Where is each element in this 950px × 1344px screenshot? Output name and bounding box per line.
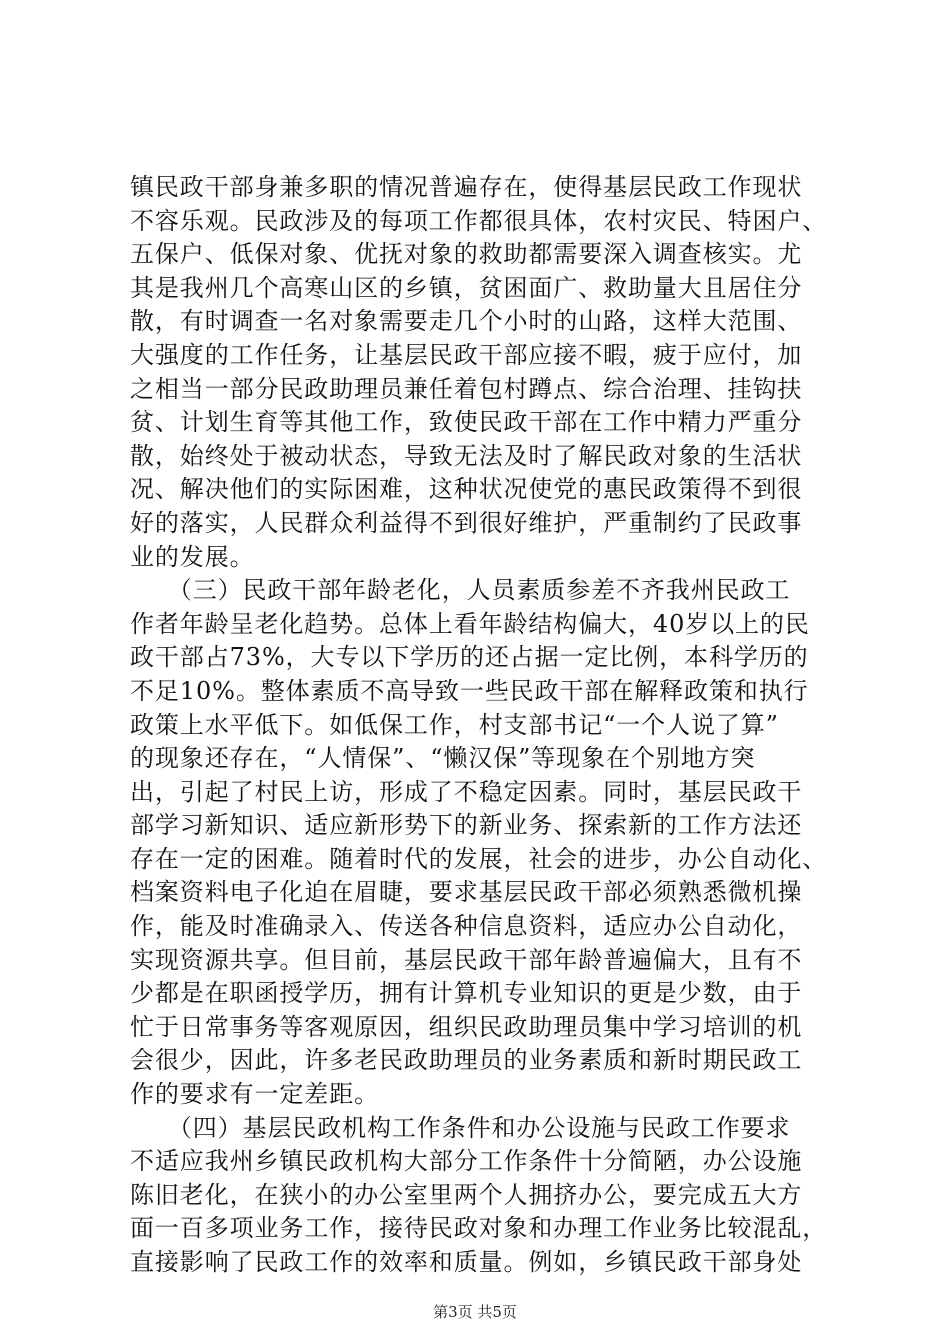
text-line: 直接影响了民政工作的效率和质量。例如，乡镇民政干部身处 bbox=[130, 1248, 803, 1276]
section-heading-line: （四）基层民政机构工作条件和办公设施与民政工作要求 bbox=[130, 1113, 791, 1142]
page-number-label: 第3页 共5页 bbox=[433, 1303, 517, 1321]
text-line: 政策上水平低下。如低保工作，村支部书记“一个人说了算” bbox=[130, 710, 779, 739]
text-line: 五保户、低保对象、优抚对象的救助都需要深入调查核实。尤 bbox=[130, 240, 803, 269]
text-line: 大强度的工作任务，让基层民政干部应接不暇，疲于应付，加 bbox=[130, 340, 803, 369]
text-line: 政干部占73%，大专以下学历的还占据一定比例，本科学历的 bbox=[130, 643, 809, 672]
text-line: 部学习新知识、适应新形势下的新业务、探索新的工作方法还 bbox=[130, 811, 803, 840]
text-line: 的现象还存在，“人情保”、“懒汉保”等现象在个别地方突 bbox=[130, 744, 756, 773]
text-line: 作的要求有一定差距。 bbox=[130, 1080, 379, 1109]
text-line: 之相当一部分民政助理员兼任着包村蹲点、综合治理、挂钩扶 bbox=[130, 374, 803, 403]
text-line: 作，能及时准确录入、传送各种信息资料，适应办公自动化， bbox=[130, 912, 803, 941]
text-line: 档案资料电子化迫在眉睫，要求基层民政干部必须熟悉微机操 bbox=[130, 878, 803, 907]
text-line: 少都是在职函授学历，拥有计算机专业知识的更是少数，由于 bbox=[130, 979, 803, 1008]
text-line: 散，有时调查一名对象需要走几个小时的山路，这样大范围、 bbox=[130, 307, 803, 336]
text-line: 散，始终处于被动状态，导致无法及时了解民政对象的生活状 bbox=[130, 441, 803, 470]
text-line: 存在一定的困难。随着时代的发展，社会的进步，办公自动化、 bbox=[130, 844, 828, 873]
text-line: 实现资源共享。但目前，基层民政干部年龄普遍偏大，且有不 bbox=[130, 945, 803, 974]
section-heading-line: （三）民政干部年龄老化，人员素质参差不齐我州民政工 bbox=[130, 576, 791, 605]
text-line: 镇民政干部身兼多职的情况普遍存在，使得基层民政工作现状 bbox=[130, 173, 803, 201]
text-line: 会很少，因此，许多老民政助理员的业务素质和新时期民政工 bbox=[130, 1046, 803, 1075]
text-line: 陈旧老化，在狭小的办公室里两个人拥挤办公，要完成五大方 bbox=[130, 1180, 803, 1209]
text-line: 其是我州几个高寒山区的乡镇，贫困面广、救助量大且居住分 bbox=[130, 273, 803, 302]
page-footer bbox=[0, 1302, 950, 1322]
text-line: 不足10%。整体素质不高导致一些民政干部在解释政策和执行 bbox=[130, 676, 809, 705]
body-text bbox=[130, 171, 830, 1280]
text-line: 不容乐观。民政涉及的每项工作都很具体，农村灾民、特困户、 bbox=[130, 206, 828, 235]
text-line: 不适应我州乡镇民政机构大部分工作条件十分简陋，办公设施 bbox=[130, 1147, 803, 1176]
text-line: 况、解决他们的实际困难，这种状况使党的惠民政策得不到很 bbox=[130, 475, 803, 504]
text-line: 面一百多项业务工作，接待民政对象和办理工作业务比较混乱， bbox=[130, 1214, 828, 1243]
text-line: 作者年龄呈老化趋势。总体上看年龄结构偏大，40岁以上的民 bbox=[130, 609, 810, 638]
text-line: 业的发展。 bbox=[130, 542, 255, 571]
text-line: 贫、计划生育等其他工作，致使民政干部在工作中精力严重分 bbox=[130, 408, 803, 437]
text-line: 出，引起了村民上访，形成了不稳定因素。同时，基层民政干 bbox=[130, 777, 803, 806]
text-line: 忙于日常事务等客观原因，组织民政助理员集中学习培训的机 bbox=[130, 1012, 803, 1041]
text-line: 好的落实，人民群众利益得不到很好维护，严重制约了民政事 bbox=[130, 508, 803, 537]
